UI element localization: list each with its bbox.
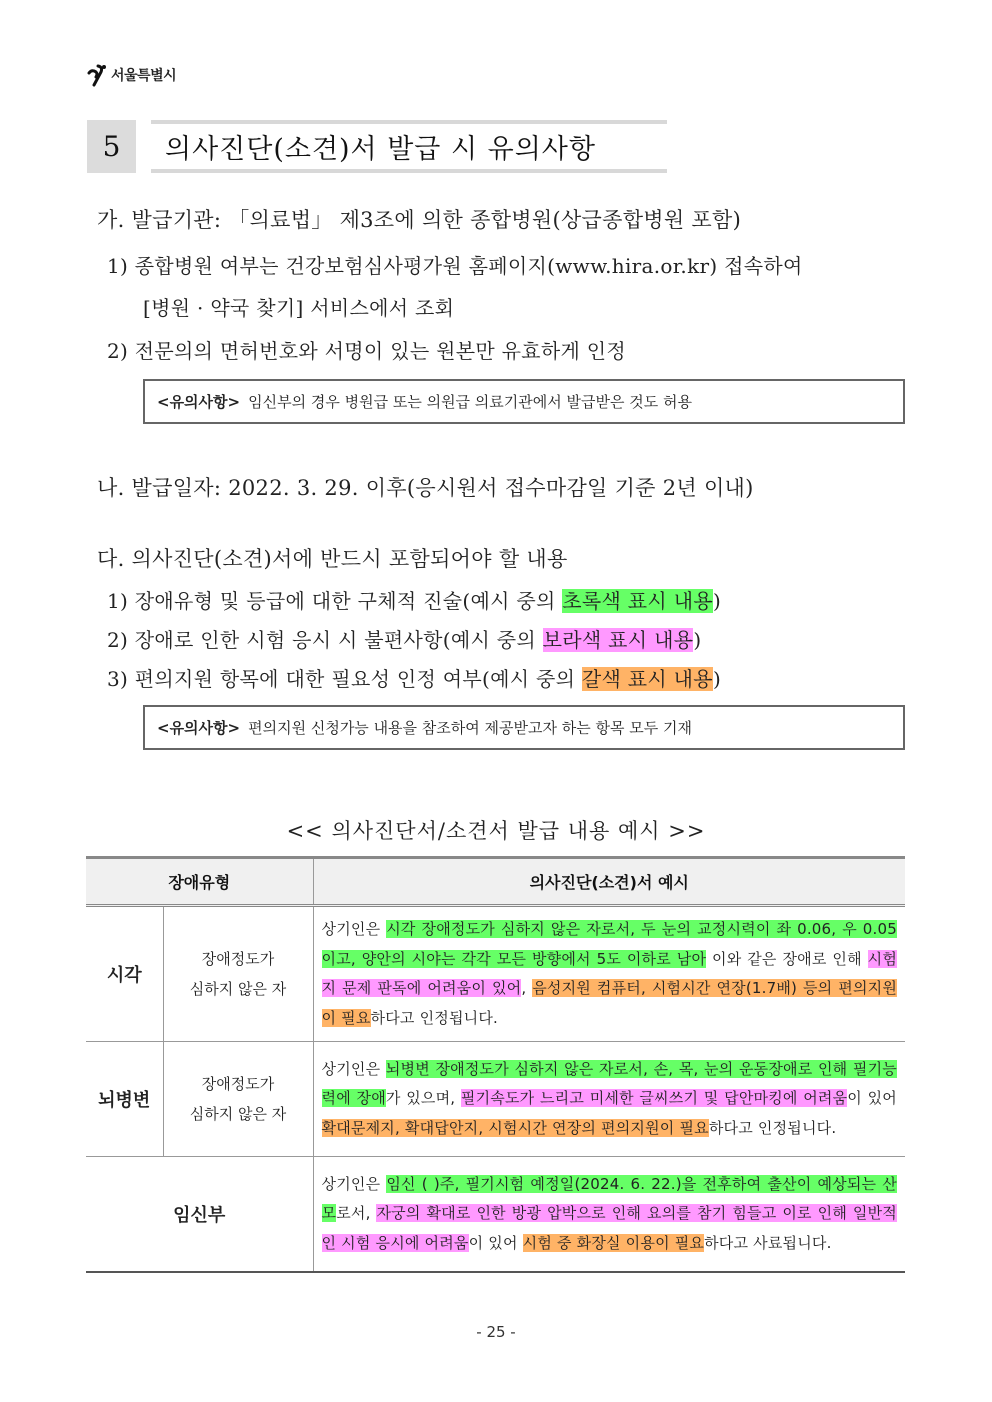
section-number: 5 — [87, 120, 136, 173]
da-item3 — [107, 663, 721, 692]
notice-label: <유의사항> — [157, 393, 241, 411]
header-example: 의사진단(소견)서 예시 — [313, 858, 905, 906]
table-row — [86, 1157, 905, 1272]
ga-item1-line1: 1) 종합병원 여부는 건강보험심사평가원 홈페이지(www.hira.or.kr) 접속하여 — [107, 254, 803, 278]
desc-text: 로서, — [336, 1204, 377, 1222]
severity-line: 심하지 않은 자 — [189, 1105, 287, 1123]
ga-item1-line2: [병원 · 약국 찾기] 서비스에서 조회 — [143, 296, 455, 320]
severity-line: 장애정도가 — [201, 1075, 275, 1093]
table-row — [86, 1042, 905, 1157]
example-caption: << 의사진단서/소견서 발급 내용 예시 >> — [286, 819, 706, 843]
da-item1-close: ) — [712, 589, 722, 613]
da-item1-text: 1) 장애유형 및 등급에 대한 구체적 진술(예시 중의 — [107, 589, 563, 613]
table-row — [86, 906, 905, 1042]
section-title: 의사진단(소견)서 발급 시 유의사항 — [151, 120, 667, 173]
notice-box-2 — [143, 705, 905, 750]
severity-line: 장애정도가 — [201, 950, 275, 968]
da-heading: 다. 의사진단(소견)서에 반드시 포함되어야 할 내용 — [97, 547, 568, 571]
highlight-pink: 보라색 표시 내용 — [542, 628, 694, 652]
highlight-orange: 갈색 표시 내용 — [581, 667, 713, 691]
page-number: - 25 - — [476, 1323, 516, 1341]
section-heading — [87, 120, 667, 173]
ga-item2: 2) 전문의의 면허번호와 서명이 있는 원본만 유효하게 인정 — [107, 339, 626, 363]
desc-text: 상기인은 — [321, 1174, 387, 1193]
row-description — [313, 906, 905, 1042]
desc-text: 상기인은 — [321, 1059, 386, 1078]
highlight-green: 초록색 표시 내용 — [562, 589, 713, 613]
severity-line: 심하지 않은 자 — [189, 980, 287, 998]
notice-text: 편의지원 신청가능 내용을 참조하여 제공받고자 하는 항목 모두 기재 — [248, 719, 692, 737]
desc-text: 하다고 사료됩니다. — [704, 1233, 832, 1252]
row-severity — [163, 1042, 313, 1157]
desc-text: 이 있어 — [468, 1233, 523, 1252]
row-description — [313, 1042, 905, 1157]
header-logo — [86, 62, 176, 88]
da-item2-close: ) — [693, 628, 702, 652]
notice-box-1 — [143, 379, 905, 424]
da-item3-close: ) — [712, 667, 722, 691]
highlight-orange: 시험 중 화장실 이용이 필요 — [522, 1233, 705, 1252]
da-item2 — [107, 624, 701, 653]
table-header-row — [86, 858, 905, 906]
da-item2-text: 2) 장애로 인한 시험 응시 시 불편사항(예시 중의 — [107, 628, 543, 652]
notice-label: <유의사항> — [157, 719, 241, 737]
notice-text: 임신부의 경우 병원급 또는 의원급 의료기관에서 발급받은 것도 허용 — [248, 393, 692, 411]
row-category: 임신부 — [86, 1157, 313, 1272]
row-severity — [163, 906, 313, 1042]
highlight-pink: 자궁의 확대로 인한 방광 압박으로 인해 요의를 참기 힘들고 이로 인해 일반적인 시험 응시에 어려움 — [321, 1204, 897, 1252]
highlight-pink: 필기속도가 느리고 미세한 글씨쓰기 및 답안마킹에 어려움 — [460, 1089, 848, 1108]
desc-text: 이 있어 — [847, 1089, 897, 1108]
ga-heading: 가. 발급기관: 「의료법」 제3조에 의한 종합병원(상급종합병원 포함) — [97, 208, 742, 232]
da-item1 — [107, 585, 721, 614]
desc-text: 가 있으며, — [385, 1089, 461, 1108]
highlight-pink: 시험지 문제 판독에 어려움이 있어 — [321, 949, 898, 997]
highlight-green: 뇌병변 장애정도가 심하지 않은 자로서, 손, 목, 눈의 운동장애로 인해 필기능력에 장애 — [321, 1059, 897, 1108]
row-description — [313, 1157, 905, 1272]
desc-text: 하다고 인정됩니다. — [708, 1118, 837, 1137]
seoul-logo-icon — [86, 63, 108, 87]
row-category: 시각 — [86, 906, 163, 1042]
highlight-green: 시각 장애정도가 심하지 않은 자로서, 두 눈의 교정시력이 좌 0.06, 우 0.05이고, 양안의 시야는 각각 모든 방향에서 5도 이하로 남아 — [321, 920, 898, 968]
desc-text: 상기인은 — [321, 920, 387, 938]
na-heading: 나. 발급일자: 2022. 3. 29. 이후(응시원서 접수마감일 기준 2년 이내) — [97, 476, 754, 500]
desc-text: 이와 같은 장애로 인해 — [706, 949, 868, 968]
highlight-orange: 음성지원 컴퓨터, 시험시간 연장(1.7배) 등의 편의지원이 필요 — [321, 979, 898, 1027]
highlight-green: 임신 ( )주, 필기시험 예정일(2024. 6. 22.)을 전후하여 출산이 예상되는 산모 — [321, 1174, 897, 1222]
da-item3-text: 3) 편의지원 항목에 대한 필요성 인정 여부(예시 중의 — [107, 667, 582, 691]
org-name: 서울특별시 — [111, 68, 177, 84]
example-table — [86, 856, 905, 1273]
desc-text: , — [521, 979, 533, 997]
header-disability-type: 장애유형 — [86, 858, 313, 906]
desc-text: 하다고 인정됩니다. — [370, 1008, 499, 1027]
highlight-orange: 확대문제지, 확대답안지, 시험시간 연장의 편의지원이 필요 — [321, 1118, 709, 1137]
row-category: 뇌병변 — [86, 1042, 163, 1157]
